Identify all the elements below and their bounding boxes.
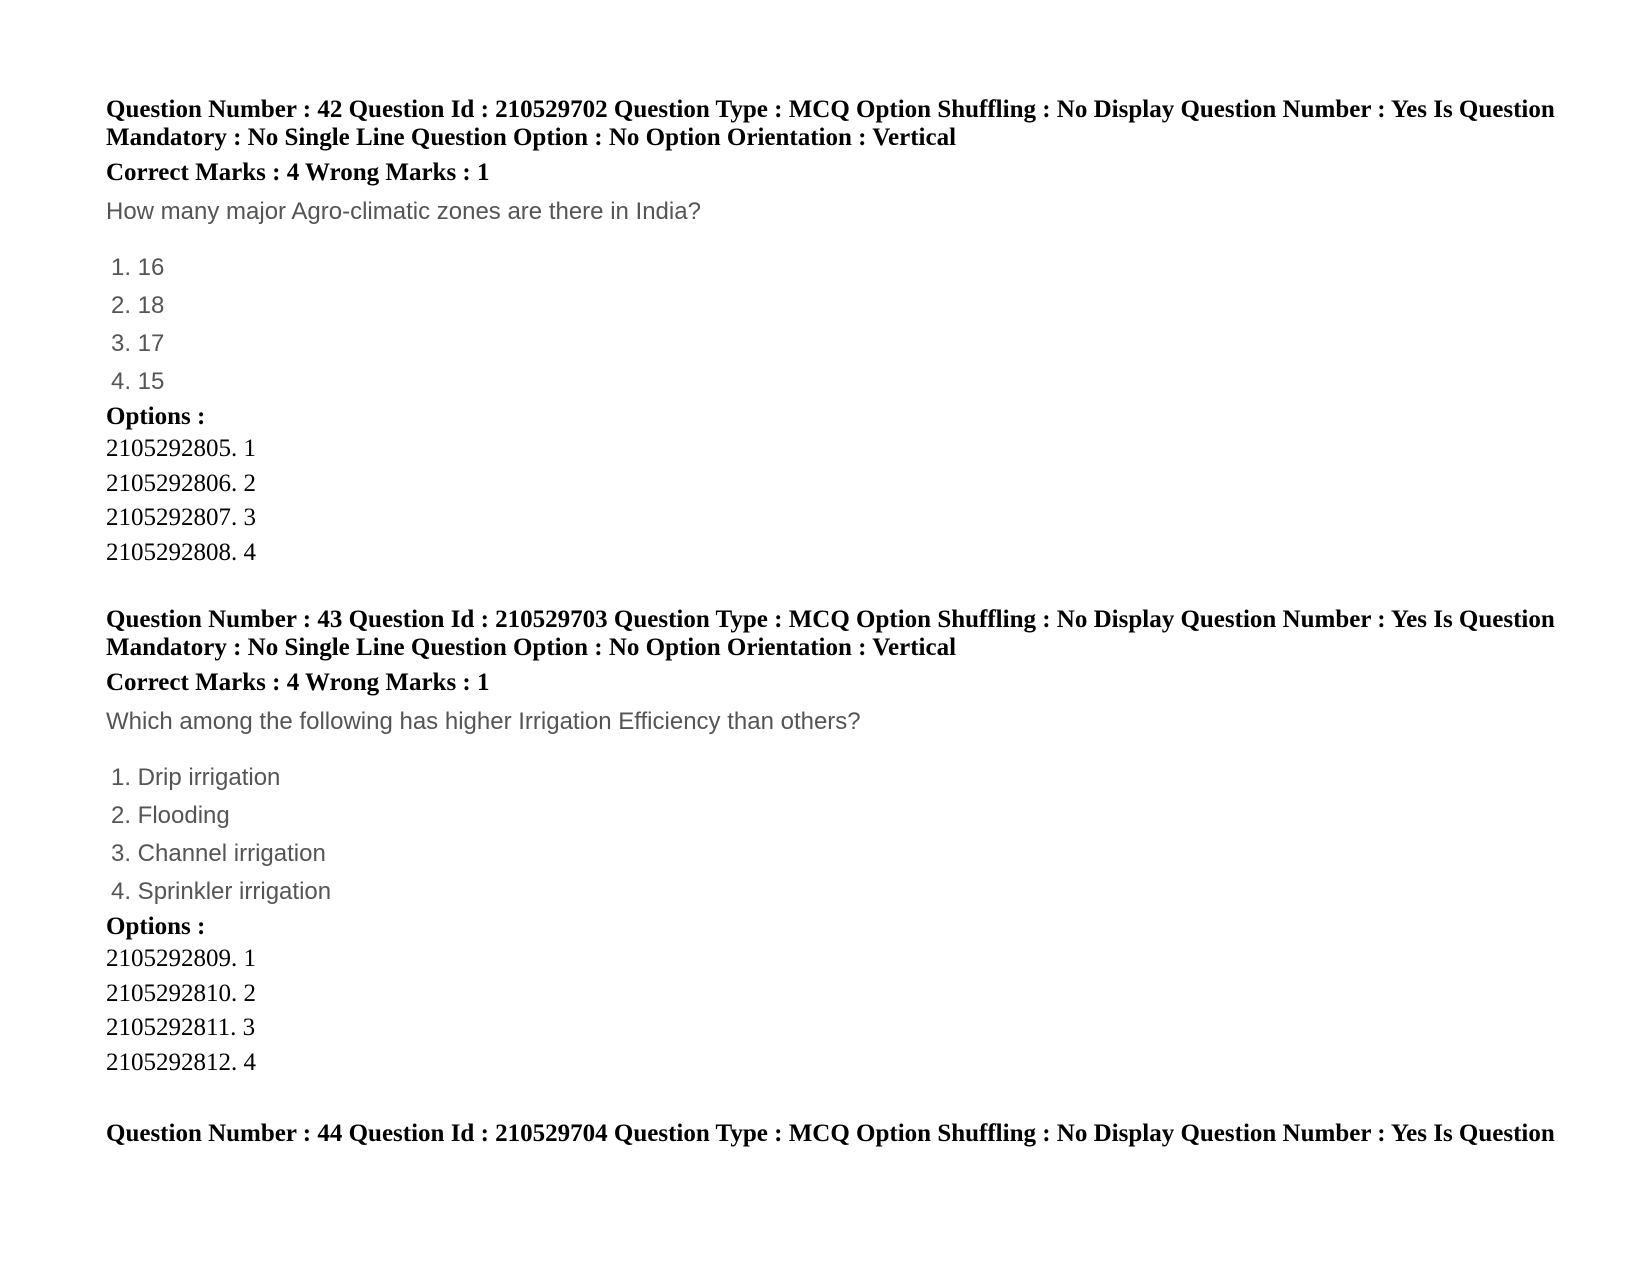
options-heading: Options :	[106, 403, 206, 430]
answer-choice: 1. 16	[111, 254, 165, 281]
question-header: Question Number : 43 Question Id : 210529703 Question Type : MCQ Option Shuffling : No Display Question Number : Yes Is Question Mandatory : No Single Line Question Option : No Option Orientation : Vertical	[106, 606, 1555, 661]
option-id: 2105292811. 3	[106, 1014, 256, 1041]
document-page	[106, 96, 1576, 1148]
option-id: 2105292810. 2	[106, 979, 256, 1007]
answer-choice: 2. 18	[111, 292, 165, 319]
question-block-partial	[106, 1120, 1576, 1148]
question-block	[106, 606, 1576, 1080]
option-id-list	[106, 432, 1576, 570]
answer-choice: 4. Sprinkler irrigation	[111, 878, 332, 905]
answer-choices	[106, 249, 1576, 401]
answer-choices	[106, 759, 1576, 911]
option-id: 2105292807. 3	[106, 504, 256, 531]
answer-choice: 3. 17	[111, 330, 165, 357]
question-block	[106, 96, 1576, 570]
answer-choice: 4. 15	[111, 368, 165, 395]
option-id: 2105292812. 4	[106, 1048, 256, 1076]
question-header: Question Number : 42 Question Id : 210529702 Question Type : MCQ Option Shuffling : No Display Question Number : Yes Is Question Mandatory : No Single Line Question Option : No Option Orientation : Vertical	[106, 96, 1555, 151]
question-marks: Correct Marks : 4 Wrong Marks : 1	[106, 669, 490, 696]
answer-choice: 1. Drip irrigation	[111, 764, 281, 791]
question-text: Which among the following has higher Irrigation Efficiency than others?	[106, 708, 861, 735]
question-text: How many major Agro-climatic zones are there in India?	[106, 198, 701, 225]
option-id: 2105292806. 2	[106, 469, 256, 497]
answer-choice: 3. Channel irrigation	[111, 840, 326, 867]
option-id: 2105292809. 1	[106, 945, 256, 972]
option-id: 2105292805. 1	[106, 435, 256, 462]
question-marks: Correct Marks : 4 Wrong Marks : 1	[106, 159, 490, 186]
options-heading: Options :	[106, 913, 206, 940]
option-id-list	[106, 942, 1576, 1080]
question-header: Question Number : 44 Question Id : 210529704 Question Type : MCQ Option Shuffling : No Display Question Number : Yes Is Question	[106, 1120, 1555, 1147]
option-id: 2105292808. 4	[106, 538, 256, 566]
answer-choice: 2. Flooding	[111, 802, 230, 829]
